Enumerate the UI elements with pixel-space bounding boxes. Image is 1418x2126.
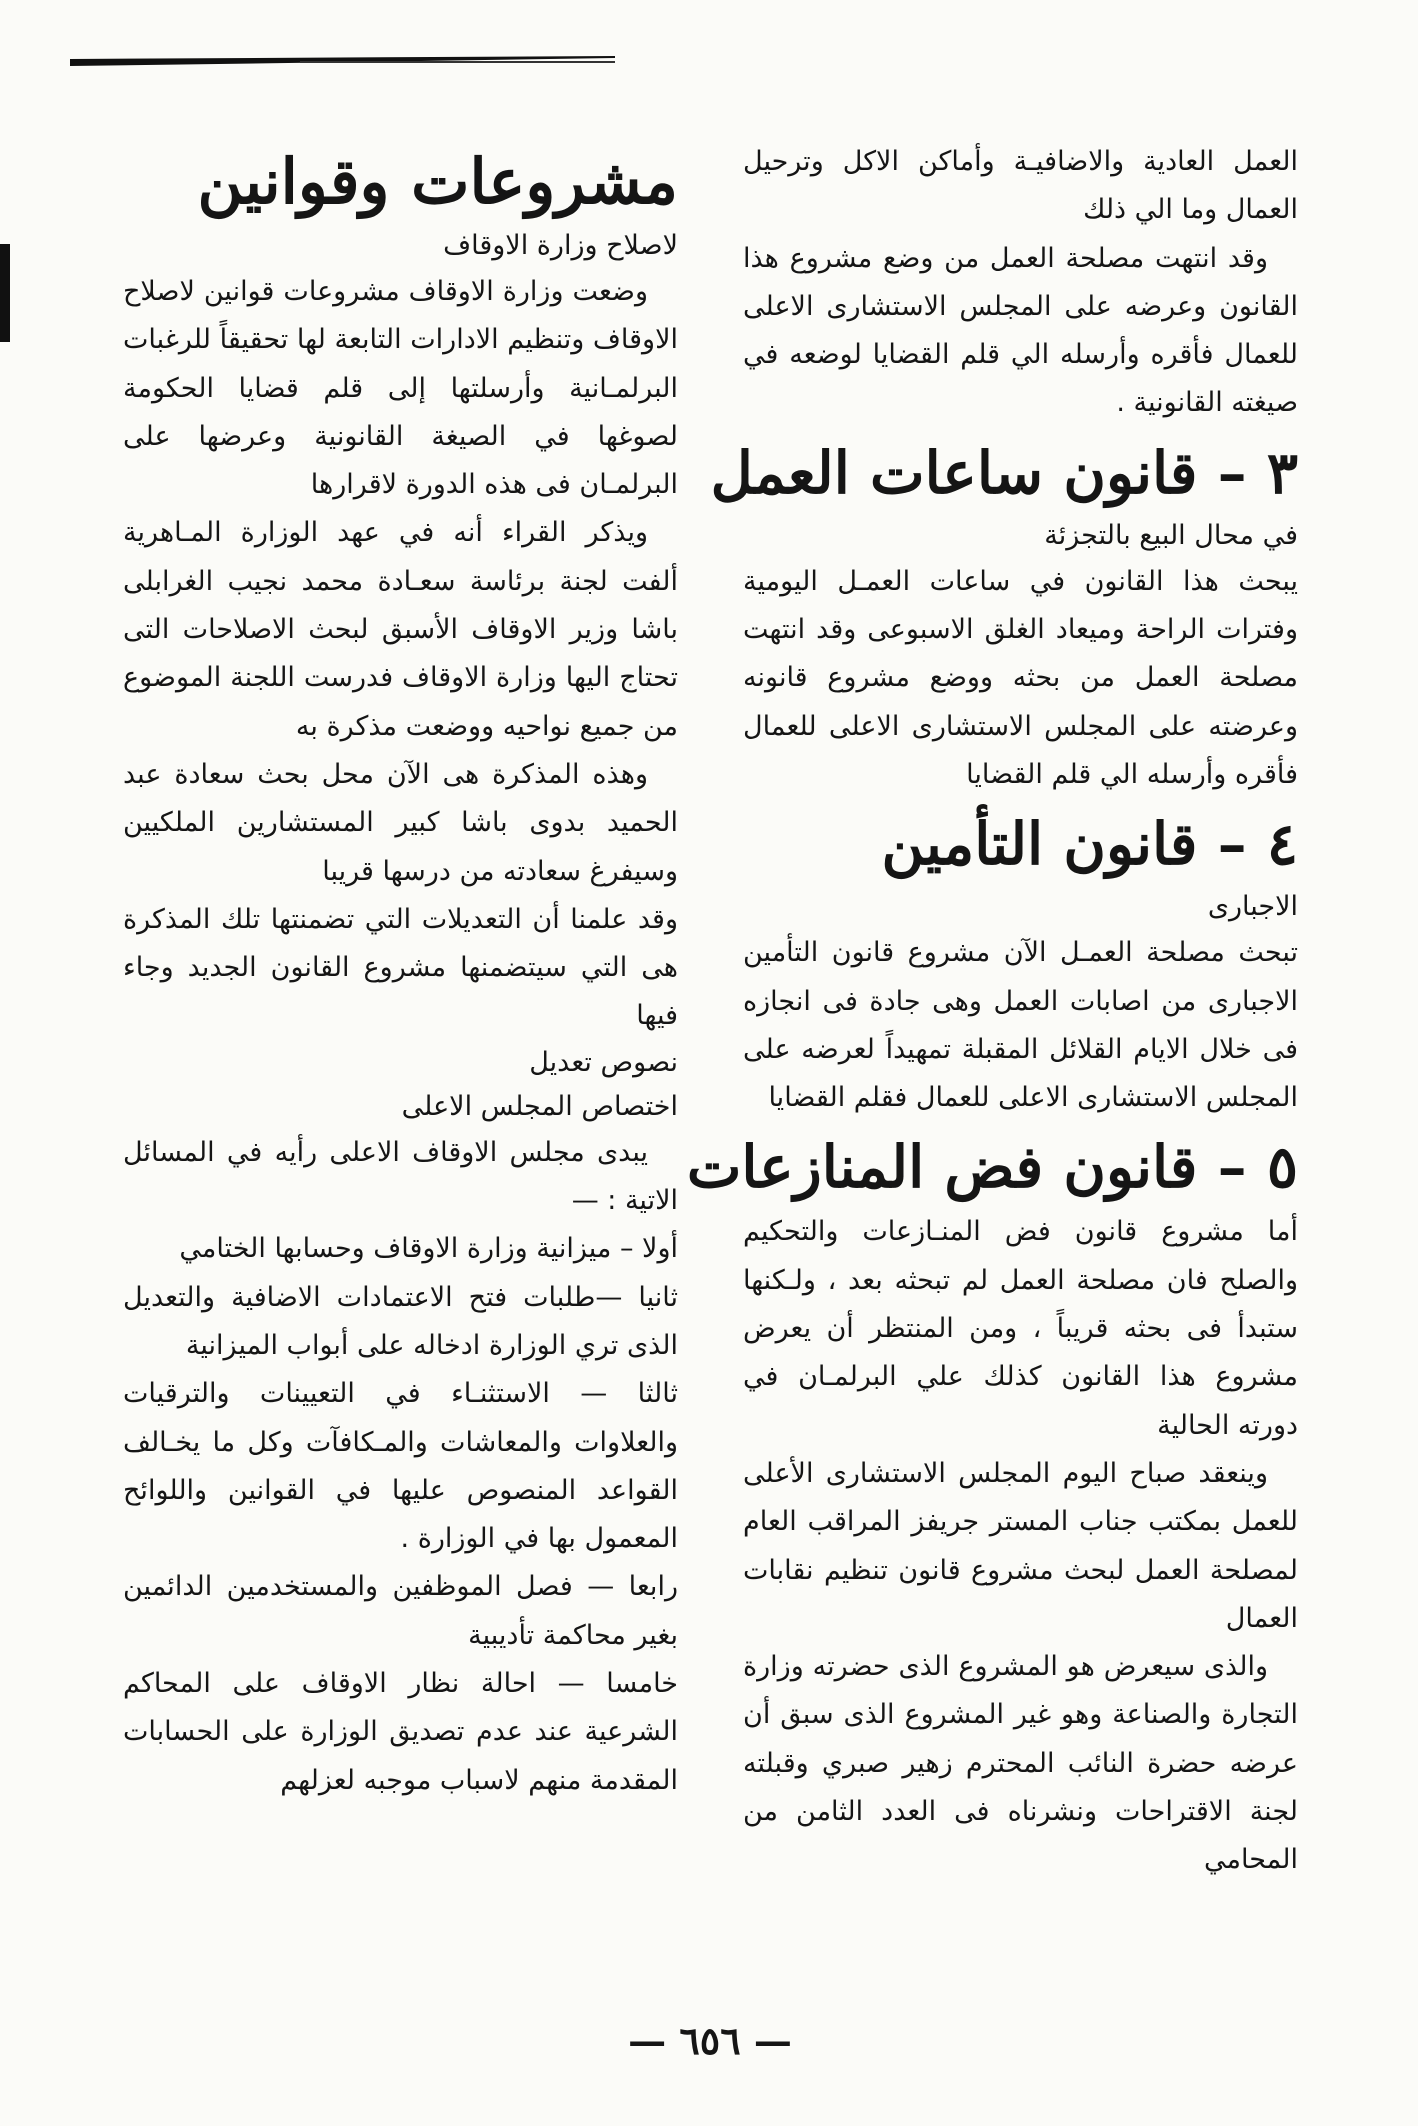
section-title-working-hours: ٣ – قانون ساعات العمل [710,438,1298,507]
section-paragraph: تبحث مصلحة العمـل الآن مشروع قانون التأمين الاجبارى من اصابات العمل وهى جادة فى انجازه فى خلال الايام القلائل المقبلة تمهيداً لعرضه على المجلس الاستشارى الاعلى للعمال فقلم القضايا [743,937,1298,1114]
section-subtitle-working-hours: في محال البيع بالتجزئة [1044,519,1298,551]
article-paragraph: وهذه المذكرة هى الآن محل بحث سعادة عبد الحميد بدوى باشا كبير المستشارين الملكيين وسيفرغ سعادته من درسها قريبا [123,758,678,887]
section-title-insurance: ٤ – قانون التأمين [881,810,1298,879]
section-paragraph: أما مشروع قانون فض المنـازعات والتحكيم والصلح فان مصلحة العمل لم تبحثه بعد ، ولـكنها ستبدأ فى بحثه قريباً ، ومن المنتظر أن يعرض مشروع هذا القانون كذلك علي البرلمـان في دورته الحالية [743,1216,1298,1441]
list-item: ثالثا — الاستثنـاء في التعيينات والترقيات والعلاوات والمعاشات والمـكافآت وكل ما يخـالف القواعد المنصوص عليها في القوانين واللوائح المعمول بها في الوزارة . [123,1378,678,1555]
article-paragraph: يبدى مجلس الاوقاف الاعلى رأيه في المسائل الاتية : — [123,1136,678,1217]
section-title-disputes: ٥ – قانون فض المنازعات [686,1133,1298,1202]
section-paragraph: والذى سيعرض هو المشروع الذى حضرته وزارة التجارة والصناعة وهو غير المشروع الذى سبق أن عرضه حضرة النائب المحترم زهير صبري وقبلته لجنة الاقتراحات ونشرناه فى العدد الثامن من المحامي [743,1651,1298,1876]
right-column [686,138,1298,1885]
article-subtitle: لاصلاح وزارة الاوقاف [443,230,678,261]
right-intro-paragraph-2: وقد انتهت مصلحة العمل من وضع مشروع هذا القانون وعرضه على المجلس الاستشارى الاعلى للعمال فأقره وأرسله الي قلم القضايا لوضعه في صيغته القانونية . [743,242,1298,419]
article-paragraph: وضعت وزارة الاوقاف مشروعات قوانين لاصلاح الاوقاف وتنظيم الادارات التابعة لها تحقيقاً للرغبات البرلمـانية وأرسلتها إلى قلم قضايا الحكومة لصوغها في الصيغة القانونية وعرضها على البرلمـان فى هذه الدورة لاقرارها [123,276,678,501]
article-paragraph: ويذكر القراء أنه في عهد الوزارة المـاهرية ألفت لجنة برئاسة سعـادة محمد نجيب الغرابلى باشا وزير الاوقاف الأسبق لبحث الاصلاحات التى تحتاج اليها وزارة الاوقاف فدرست اللجنة الموضوع من جميع نواحيه ووضعت مذكرة به [123,517,678,742]
article-title: مشروعات وقوانين [197,145,678,218]
list-item: أولا – ميزانية وزارة الاوقاف وحسابها الختامي [179,1233,678,1265]
top-rule-thin [300,61,615,63]
left-column [123,138,678,1805]
section-paragraph: يبحث هذا القانون في ساعات العمـل اليومية وفترات الراحة وميعاد الغلق الاسبوعى وقد انتهت مصلحة العمل من بحثه ووضع مشروع قانونه وعرضته على المجلس الاستشارى الاعلى للعمال فأقره وأرسله الي قلم القضايا [743,565,1298,790]
article-paragraph: وقد علمنا أن التعديلات التي تضمنتها تلك المذكرة هى التي سيتضمنها مشروع القانون الجديد وجاء فيها [123,903,678,1032]
section-disputes [686,1126,1298,1884]
list-item: خامسا — احالة نظار الاوقاف على المحاكم الشرعية عند عدم تصديق الوزارة على الحسابات المقدمة منهم لاسباب موجبه لعزلهم [123,1668,678,1796]
center-line-amendments: نصوص تعديل [529,1046,678,1078]
section-paragraph: وينعقد صباح اليوم المجلس الاستشارى الأعلى للعمل بمكتب جناب المستر جريفز المراقب العام لمصلحة العمل لبحث مشروع قانون تنظيم نقابات العمال [743,1457,1298,1634]
list-item: رابعا — فصل الموظفين والمستخدمين الدائمين بغير محاكمة تأديبية [123,1571,678,1651]
left-edge-mark [0,244,10,342]
section-subtitle-insurance: الاجبارى [1207,891,1298,923]
list-item: ثانيا —طلبات فتح الاعتمادات الاضافية والتعديل الذى تري الوزارة ادخاله على أبواب الميزانية [123,1281,678,1361]
center-line-council-competence: اختصاص المجلس الاعلى [401,1090,678,1122]
section-working-hours [710,432,1298,799]
right-intro-paragraph-1: العمل العادية والاضافيـة وأماكن الاكل وترحيل العمال وما الي ذلك [743,146,1298,226]
section-insurance [743,803,1298,1122]
page-number: — ٦٥٦ — [628,2018,792,2063]
